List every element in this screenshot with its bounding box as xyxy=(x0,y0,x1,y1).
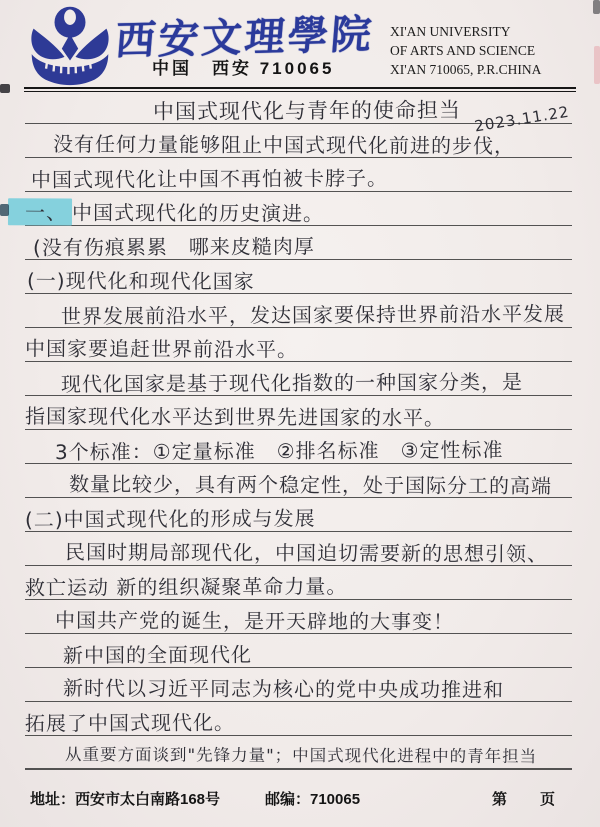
handwritten-line xyxy=(25,226,572,260)
ruled-note-area xyxy=(25,90,572,770)
university-cn-address: 中国 西安 710065 xyxy=(152,59,335,78)
scan-artifact xyxy=(593,0,600,14)
line-text: 拓展了中国式现代化。 xyxy=(24,710,236,736)
handwritten-line xyxy=(25,362,572,396)
line-text: 中国共产党的诞生，是开天辟地的大事变！ xyxy=(54,608,455,634)
line-text: (一)现代化和现代化国家 xyxy=(26,268,255,294)
handwritten-line xyxy=(25,668,572,702)
handwritten-line xyxy=(25,192,572,226)
page-footer xyxy=(30,788,575,810)
line-text: 数量比较少，具有两个稳定性，处于国际分工的高端 xyxy=(68,471,553,499)
handwritten-title-line xyxy=(25,90,572,136)
university-name-calligraphy: 西安文理學院 xyxy=(113,10,376,65)
line-text: (没有伤痕累累 哪来皮糙肉厚 xyxy=(32,234,315,260)
line-text: 新时代以习近平同志为核心的党中央成功推进和 xyxy=(62,676,505,702)
university-logo-icon xyxy=(24,4,116,86)
scan-artifact xyxy=(594,46,600,84)
handwritten-line xyxy=(25,464,572,498)
line-text: 指国家现代化水平达到世界先进国家的水平。 xyxy=(24,404,446,430)
footer-page-suffix: 页 xyxy=(540,791,556,808)
line-text: 救亡运动 新的组织凝聚革命力量。 xyxy=(24,574,348,600)
footer-address: 地址：西安市太白南路168号 xyxy=(30,791,221,808)
handwritten-line xyxy=(25,396,572,430)
line-text: 没有任何力量能够阻止中国式现代化前进的步伐， xyxy=(52,131,516,159)
handwritten-line xyxy=(25,260,572,294)
line-text: 现代化国家是基于现代化指数的一种国家分类，是 xyxy=(60,369,524,397)
university-name-english xyxy=(390,22,575,79)
line-text: 中国式现代化的历史演进。 xyxy=(71,200,325,226)
line-text: 民国时期局部现代化，中国迫切需要新的思想引领、 xyxy=(64,539,549,567)
handwritten-line xyxy=(25,736,572,770)
line-text: 中国式现代化让中国不再怕被卡脖子。 xyxy=(30,166,389,192)
en-line-2: OF ARTS AND SCIENCE xyxy=(390,43,536,58)
handwritten-line xyxy=(25,634,572,668)
handwritten-line xyxy=(25,702,572,736)
handwritten-line xyxy=(25,430,572,464)
footer-postcode: 邮编：710065 xyxy=(265,791,361,808)
en-line-1: XI'AN UNIVERSITY xyxy=(390,24,511,39)
handwritten-line xyxy=(25,498,572,532)
highlighted-text: 一、 xyxy=(8,198,72,225)
handwritten-line xyxy=(25,158,572,192)
line-text: 中国家要追赶世界前沿水平。 xyxy=(24,336,299,362)
handwritten-line xyxy=(25,532,572,566)
line-text: 世界发展前沿水平，发达国家要保持世界前沿水平发展 xyxy=(60,301,566,329)
line-text: 从重要方面谈到"先锋力量"；中国式现代化进程中的青年担当 xyxy=(64,744,538,767)
line-text: (二)中国式现代化的形成与发展 xyxy=(24,506,316,532)
handwritten-line xyxy=(25,124,572,158)
footer-page-prefix: 第 xyxy=(492,791,508,808)
note-date: 2023.11.22 xyxy=(473,102,571,136)
note-title: 中国式现代化与青年的使命担当 xyxy=(152,98,462,124)
scan-artifact xyxy=(0,84,10,93)
handwritten-line xyxy=(25,600,572,634)
line-text: 新中国的全面现代化 xyxy=(62,642,253,668)
scan-artifact xyxy=(0,204,9,216)
line-text: 3个标准：①定量标准 ②排名标准 ③定性标准 xyxy=(54,437,504,465)
handwritten-line xyxy=(25,328,572,362)
handwritten-line xyxy=(25,294,572,328)
handwritten-line xyxy=(25,566,572,600)
en-line-3: XI'AN 710065, P.R.CHINA xyxy=(390,62,542,77)
